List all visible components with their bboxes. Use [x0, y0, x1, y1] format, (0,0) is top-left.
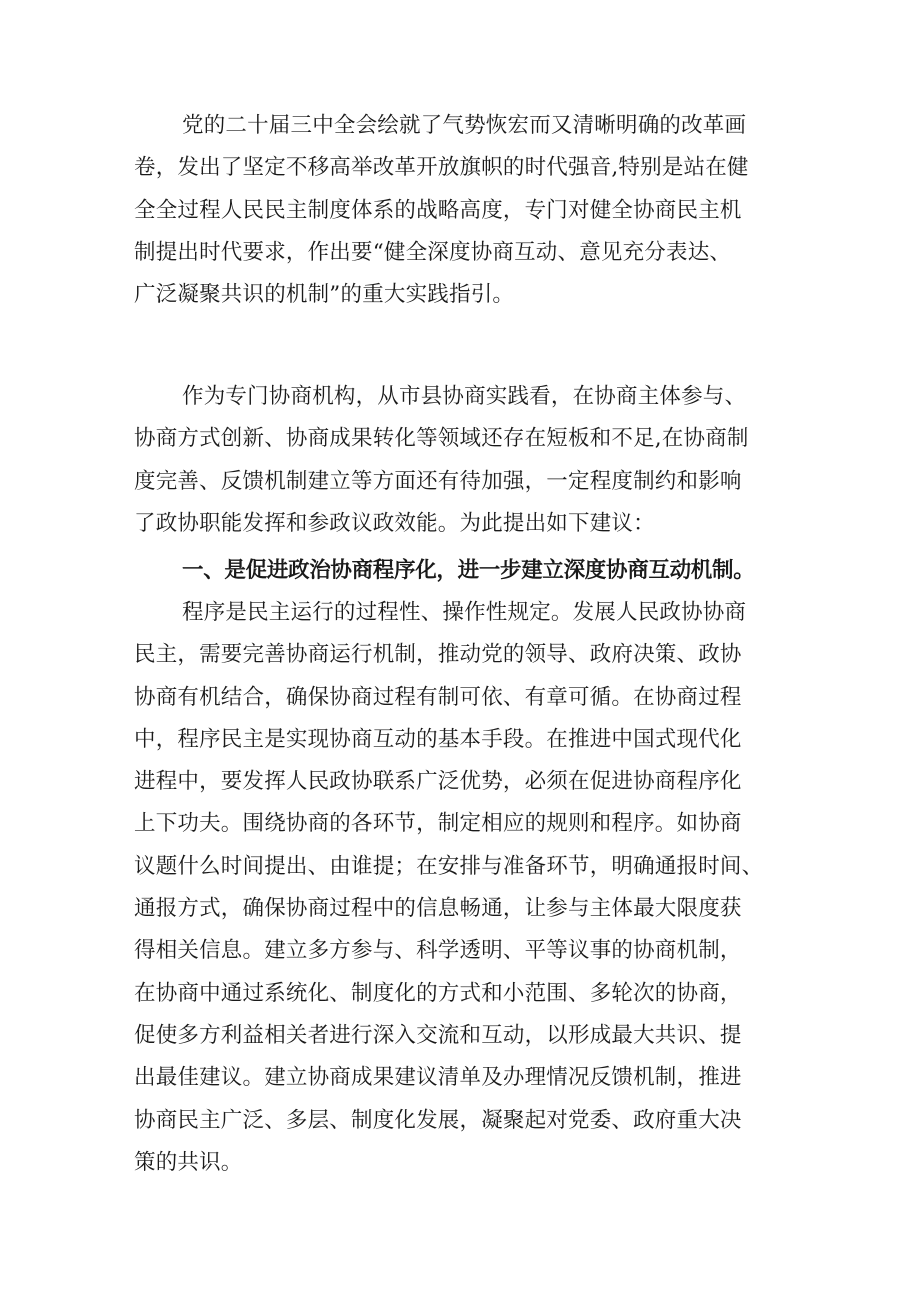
paragraph-intro — [134, 105, 794, 316]
paragraph-line: 作为专门协商机构，从市县协商实践看，在协商主体参与、 — [182, 384, 747, 409]
paragraph-line: 出最佳建议。建立协商成果建议清单及办理情况反馈机制，推进 — [134, 1065, 742, 1091]
paragraph-line: 中，程序民主是实现协商互动的基本手段。在推进中国式现代化 — [134, 726, 742, 752]
paragraph-line: 得相关信息。建立多方参与、科学透明、平等议事的协商机制， — [134, 938, 742, 964]
paragraph-line: 通报方式，确保协商过程中的信息畅通，让参与主体最大限度获 — [134, 896, 742, 922]
paragraph-line: 策的共识。 — [134, 1149, 243, 1175]
section-heading — [134, 550, 794, 592]
paragraph-line: 卷，发出了坚定不移高举改革开放旗帜的时代强音,特别是站在健 — [134, 155, 749, 181]
paragraph-line: 党的二十届三中全会绘就了气势恢宏而又清晰明确的改革画 — [182, 113, 747, 138]
paragraph-line: 协商民主广泛、多层、制度化发展，凝聚起对党委、政府重大决 — [134, 1107, 742, 1133]
paragraph-line: 全全过程人民民主制度体系的战略高度，专门对健全协商民主机 — [134, 197, 742, 223]
paragraph-line: 了政协职能发挥和参政议政效能。为此提出如下建议： — [134, 510, 655, 536]
paragraph-line: 协商有机结合，确保协商过程有制可依、有章可循。在协商过程 — [134, 684, 742, 710]
paragraph-line: 议题什么时间提出、由谁提；在安排与准备环节，明确通报时间、 — [134, 853, 764, 879]
paragraph-line: 上下功夫。围绕协商的各环节，制定相应的规则和程序。如协商 — [134, 811, 742, 837]
paragraph-context — [134, 376, 794, 545]
section-heading-text: 一、是促进政治协商程序化，进一步建立深度协商互动机制。 — [182, 558, 755, 583]
paragraph-section-body — [134, 592, 794, 1184]
paragraph-line: 广泛凝聚共识的机制”的重大实践指引。 — [134, 282, 515, 308]
paragraph-line: 进程中，要发挥人民政协联系广泛优势，必须在促进协商程序化 — [134, 769, 742, 795]
paragraph-line: 协商方式创新、协商成果转化等领域还存在短板和不足,在协商制 — [134, 426, 749, 452]
paragraph-line: 民主，需要完善协商运行机制，推动党的领导、政府决策、政协 — [134, 642, 742, 668]
paragraph-line: 程序是民主运行的过程性、操作性规定。发展人民政协协商 — [182, 600, 747, 625]
paragraph-line: 在协商中通过系统化、制度化的方式和小范围、多轮次的协商， — [134, 980, 742, 1006]
paragraph-line: 度完善、反馈机制建立等方面还有待加强，一定程度制约和影响 — [134, 468, 742, 494]
paragraph-line: 促使多方利益相关者进行深入交流和互动，以形成最大共识、提 — [134, 1022, 742, 1048]
paragraph-line: 制提出时代要求，作出要“健全深度协商互动、意见充分表达、 — [134, 239, 732, 265]
